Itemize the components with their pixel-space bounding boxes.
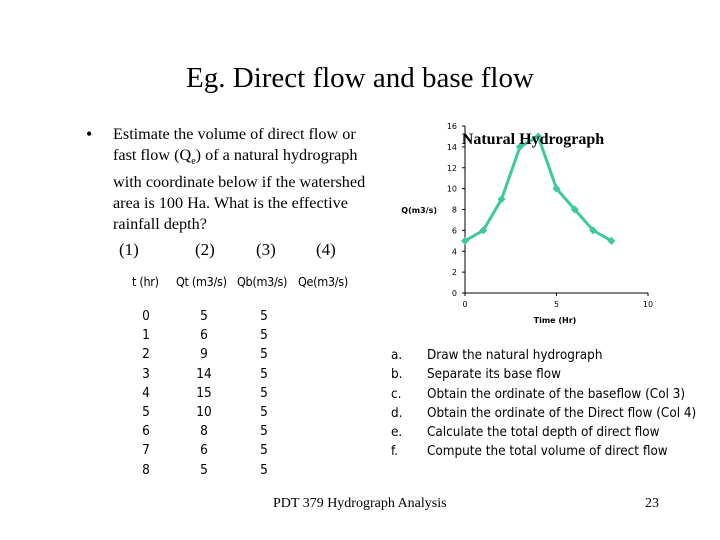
cell-qb: 5: [260, 346, 268, 363]
cell-qb: 5: [260, 384, 268, 401]
y-tick-label: 16: [446, 122, 457, 131]
question-subscript: e: [191, 155, 196, 167]
y-tick-labels: [447, 122, 457, 298]
y-tick-label: 0: [451, 289, 457, 298]
column-time: [131, 307, 161, 480]
column-number-4: (4): [316, 240, 336, 259]
cell-qt: 5: [200, 308, 208, 324]
cell-t: 2: [142, 346, 150, 363]
cell-qt: 6: [200, 327, 208, 344]
cell-qb: 5: [260, 308, 268, 324]
chart-axes: [462, 126, 648, 296]
y-tick-label: 10: [446, 184, 457, 194]
footer-text: PDT 379 Hydrograph Analysis: [273, 496, 447, 511]
cell-qt: 9: [200, 346, 208, 363]
cell-qb: 5: [260, 365, 268, 382]
task-item: Obtain the ordinate of the Direct flow (Col 4): [427, 405, 697, 421]
x-tick-label: 10: [642, 300, 654, 309]
column-qt: [189, 307, 219, 480]
task-letter: c.: [391, 386, 402, 402]
task-letter: d.: [391, 405, 403, 421]
cell-qt: 8: [200, 423, 208, 440]
cell-qt: 6: [200, 442, 208, 459]
task-letters: [391, 346, 402, 462]
column-number-2: (2): [195, 240, 215, 259]
slide-title: Eg. Direct flow and base flow: [186, 62, 534, 94]
cell-qt: 5: [200, 461, 208, 478]
cell-qt: 15: [196, 384, 212, 401]
y-tick-label: 4: [451, 247, 457, 257]
y-tick-label: 6: [451, 226, 457, 236]
cell-qb: 5: [260, 442, 268, 459]
header-time: t (hr): [132, 274, 159, 289]
cell-qb: 5: [260, 327, 268, 344]
page-number: 23: [645, 496, 659, 511]
task-item: Draw the natural hydrograph: [427, 348, 603, 363]
chart-title: Natural Hydrograph: [461, 131, 605, 148]
x-tick-label: 0: [462, 300, 468, 309]
cell-qt: 14: [196, 365, 212, 382]
column-number-3: (3): [256, 240, 276, 259]
header-qe: Qe(m3/s): [298, 274, 348, 289]
x-axis-label: Time (Hr): [533, 316, 577, 325]
task-letter: f.: [391, 444, 399, 460]
column-qb: [249, 307, 279, 480]
hydrograph-chart: [380, 118, 680, 333]
cell-qt: 10: [196, 403, 212, 420]
task-item: Obtain the ordinate of the baseflow (Col 3): [427, 386, 686, 402]
task-letter: e.: [391, 425, 403, 441]
y-tick-label: 14: [446, 142, 457, 152]
task-letter: a.: [391, 348, 403, 363]
cell-t: 6: [142, 423, 150, 440]
y-tick-label: 2: [451, 268, 457, 278]
cell-t: 7: [142, 442, 150, 459]
y-tick-label: 12: [446, 163, 457, 173]
cell-t: 0: [142, 308, 150, 324]
cell-t: 3: [142, 365, 150, 382]
question-text-start: Estimate the volume of direct flow or fast flow (Q: [113, 125, 356, 164]
question-text: [113, 124, 383, 234]
task-item: Compute the total volume of direct flow: [427, 444, 668, 460]
data-points: [461, 132, 615, 244]
header-qb: Qb(m3/s): [237, 274, 288, 289]
cell-qb: 5: [260, 461, 268, 478]
bullet-marker: •: [86, 124, 93, 144]
cell-t: 1: [142, 327, 150, 344]
task-item: Calculate the total depth of direct flow: [427, 425, 660, 441]
cell-qb: 5: [260, 403, 268, 420]
cell-t: 8: [142, 461, 150, 478]
cell-t: 4: [142, 384, 150, 401]
header-qt: Qt (m3/s): [176, 274, 227, 289]
question-text-end: ) of a natural hydrograph with coordinate below if the watershed area is 100 Ha. What is the effective rainfall depth?: [113, 145, 366, 233]
x-tick-label: 5: [553, 300, 560, 309]
y-axis-label: Q(m3/s): [401, 206, 437, 215]
y-tick-label: 8: [451, 205, 457, 215]
task-item: Separate its base flow: [427, 367, 561, 383]
column-number-1: (1): [119, 240, 139, 259]
cell-t: 5: [142, 403, 150, 420]
cell-qb: 5: [260, 423, 268, 440]
task-letter: b.: [391, 367, 403, 383]
task-list: [427, 346, 720, 462]
x-tick-labels: [462, 300, 653, 309]
series-line: [465, 136, 611, 240]
